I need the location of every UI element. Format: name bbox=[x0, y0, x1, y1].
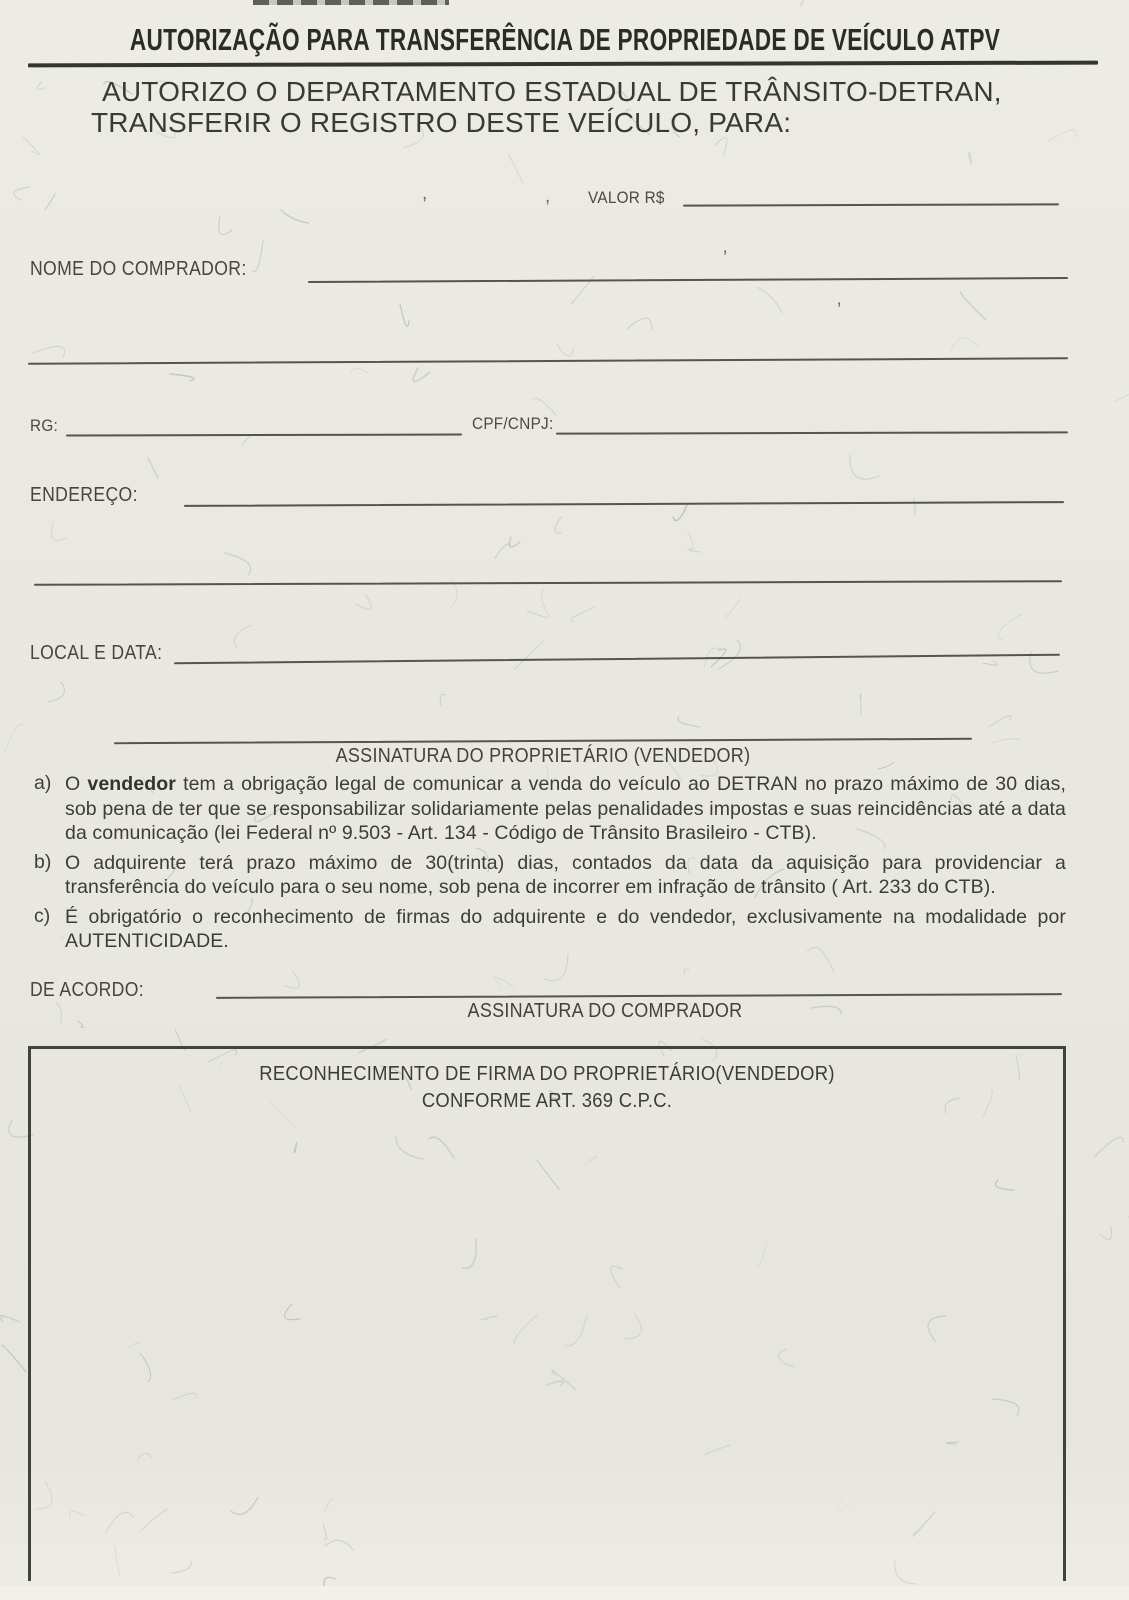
scan-speck: ’ bbox=[837, 300, 842, 321]
notary-box-title-line-1: RECONHECIMENTO DE FIRMA DO PROPRIETÁRIO(VENDEDOR) bbox=[259, 1063, 835, 1085]
nome-comprador-fill-line-2 bbox=[28, 357, 1068, 364]
assinatura-comprador-caption: ASSINATURA DO COMPRADOR bbox=[467, 1000, 743, 1022]
intro-line-2: TRANSFERIR O REGISTRO DESTE VEÍCULO, PARA: bbox=[91, 107, 792, 138]
cpf-cnpj-label: CPF/CNPJ: bbox=[472, 414, 554, 433]
clause-a-bold-term: vendedor bbox=[87, 773, 176, 795]
scan-speck: , bbox=[422, 183, 428, 204]
clause-c-marker: c) bbox=[34, 904, 51, 927]
clause-c bbox=[34, 905, 1066, 954]
endereco-fill-line bbox=[184, 501, 1064, 507]
de-acordo-label: DE ACORDO: bbox=[30, 979, 145, 1001]
scan-edge-bottom bbox=[0, 1586, 1129, 1600]
local-e-data-label: LOCAL E DATA: bbox=[30, 642, 163, 664]
rg-fill-line bbox=[66, 433, 462, 436]
valor-label: VALOR R$ bbox=[588, 188, 665, 207]
notary-box-title-line-2: CONFORME ART. 369 C.P.C. bbox=[421, 1090, 673, 1112]
clause-c-text: É obrigatório o reconhecimento de firmas do adquirente e do vendedor, exclusivamente na modalidade por AUTENTICIDADE. bbox=[65, 905, 1066, 952]
assinatura-vendedor-line bbox=[114, 738, 972, 744]
title-underline bbox=[28, 61, 1098, 68]
clause-a-marker: a) bbox=[34, 772, 52, 794]
local-e-data-fill-line bbox=[174, 654, 1060, 665]
clause-b bbox=[34, 851, 1066, 900]
scan-speck: ’ bbox=[723, 248, 728, 269]
notary-recognition-box bbox=[28, 1046, 1066, 1581]
cpf-cnpj-fill-line bbox=[556, 431, 1068, 434]
intro-line-1: AUTORIZO O DEPARTAMENTO ESTADUAL DE TRÂNSITO-DETRAN, bbox=[102, 76, 1002, 107]
clause-a-text bbox=[65, 772, 1066, 846]
scan-artifact-top bbox=[253, 0, 449, 5]
valor-fill-line bbox=[683, 203, 1059, 206]
clause-b-text: O adquirente terá prazo máximo de 30(trinta) dias, contados da data da aquisição para providenciar a transferência do veículo para o seu nome, sob pena de incorrer em infração de trânsito ( Art. 233 do CTB). bbox=[65, 851, 1066, 898]
clause-a-pre: O bbox=[65, 773, 88, 795]
rg-label: RG: bbox=[30, 416, 59, 435]
page-title: AUTORIZAÇÃO PARA TRANSFERÊNCIA DE PROPRIEDADE DE VEÍCULO ATPV bbox=[129, 22, 1000, 57]
clause-a-rest: tem a obrigação legal de comunicar a venda do veículo ao DETRAN no prazo máximo de 30 dias, sob pena de ter que se responsabilizar solidariamente pelas penalidades impostas e suas reincidências até a data da comunicação (lei Federal nº 9.503 - Art. 134 - Código de Trânsito Brasileiro - CTB). bbox=[65, 773, 1066, 844]
endereco-label: ENDEREÇO: bbox=[30, 484, 138, 506]
legal-clauses bbox=[34, 772, 1066, 959]
de-acordo-fill-line bbox=[216, 993, 1062, 999]
scan-speck: , bbox=[545, 186, 551, 207]
clause-b-marker: b) bbox=[34, 850, 52, 873]
nome-comprador-label: NOME DO COMPRADOR: bbox=[30, 258, 247, 280]
nome-comprador-fill-line bbox=[308, 277, 1068, 283]
assinatura-vendedor-caption: ASSINATURA DO PROPRIETÁRIO (VENDEDOR) bbox=[335, 745, 751, 767]
clause-a bbox=[34, 772, 1066, 846]
endereco-fill-line-2 bbox=[34, 580, 1062, 586]
